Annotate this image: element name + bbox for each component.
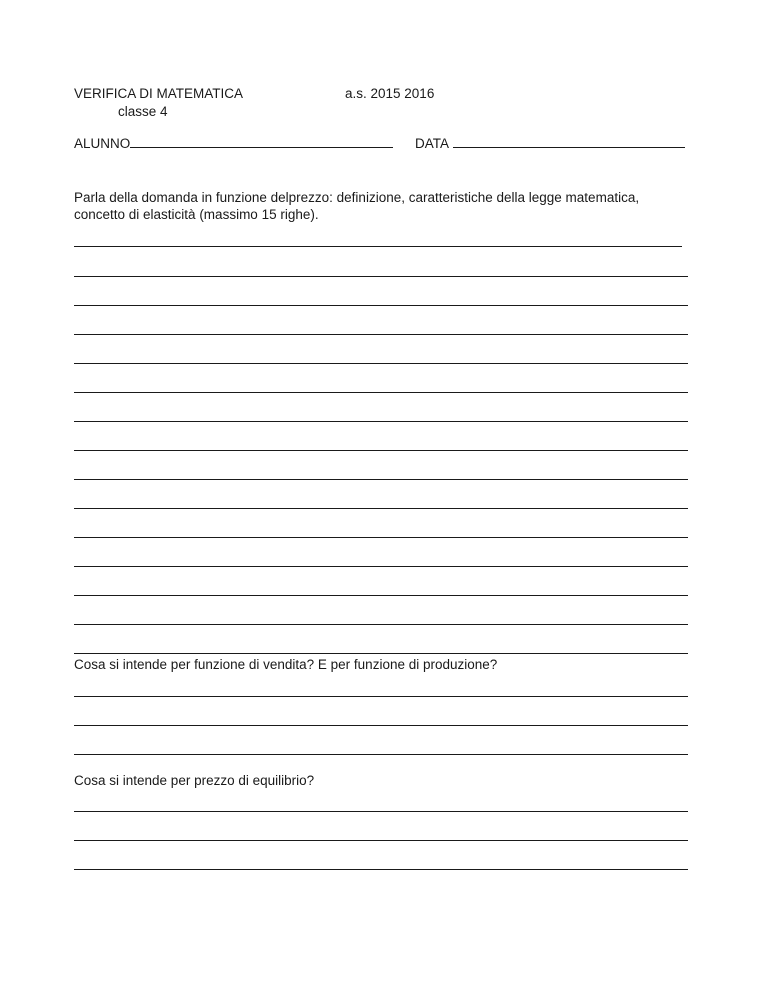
answer-line[interactable] [74,754,688,755]
question-1: Parla della domanda in funzione delprezzo: definizione, caratteristiche della legge matematica, concetto di elasticità (massimo 15 righe). [74,190,640,222]
answer-line[interactable] [74,305,688,306]
answer-line[interactable] [74,363,688,364]
answer-line[interactable] [74,479,688,480]
answer-line[interactable] [74,421,688,422]
answer-line[interactable] [74,392,688,393]
student-field[interactable] [74,134,393,152]
answer-line[interactable] [74,508,688,509]
answer-line[interactable] [74,869,688,870]
class-label: classe 4 [118,104,168,119]
answer-line[interactable] [74,334,688,335]
answer-line[interactable] [74,653,688,654]
answer-line[interactable] [74,696,688,697]
student-label: ALUNNO [74,136,131,151]
answer-line[interactable] [74,595,688,596]
student-name-line[interactable] [130,134,393,148]
answer-line[interactable] [74,811,688,812]
answer-line[interactable] [74,246,682,247]
school-year: a.s. 2015 2016 [345,86,435,101]
test-title: VERIFICA DI MATEMATICA [74,86,244,101]
answer-line[interactable] [74,276,688,277]
date-label: DATA [415,136,450,151]
date-field[interactable] [415,134,685,152]
answer-line[interactable] [74,566,688,567]
question-2: Cosa si intende per funzione di vendita? E per funzione di produzione? [74,657,498,672]
answer-line[interactable] [74,840,688,841]
answer-line[interactable] [74,450,688,451]
date-line[interactable] [453,134,685,148]
answer-line[interactable] [74,624,688,625]
answer-line[interactable] [74,725,688,726]
answer-line[interactable] [74,537,688,538]
question-3: Cosa si intende per prezzo di equilibrio? [74,773,315,788]
